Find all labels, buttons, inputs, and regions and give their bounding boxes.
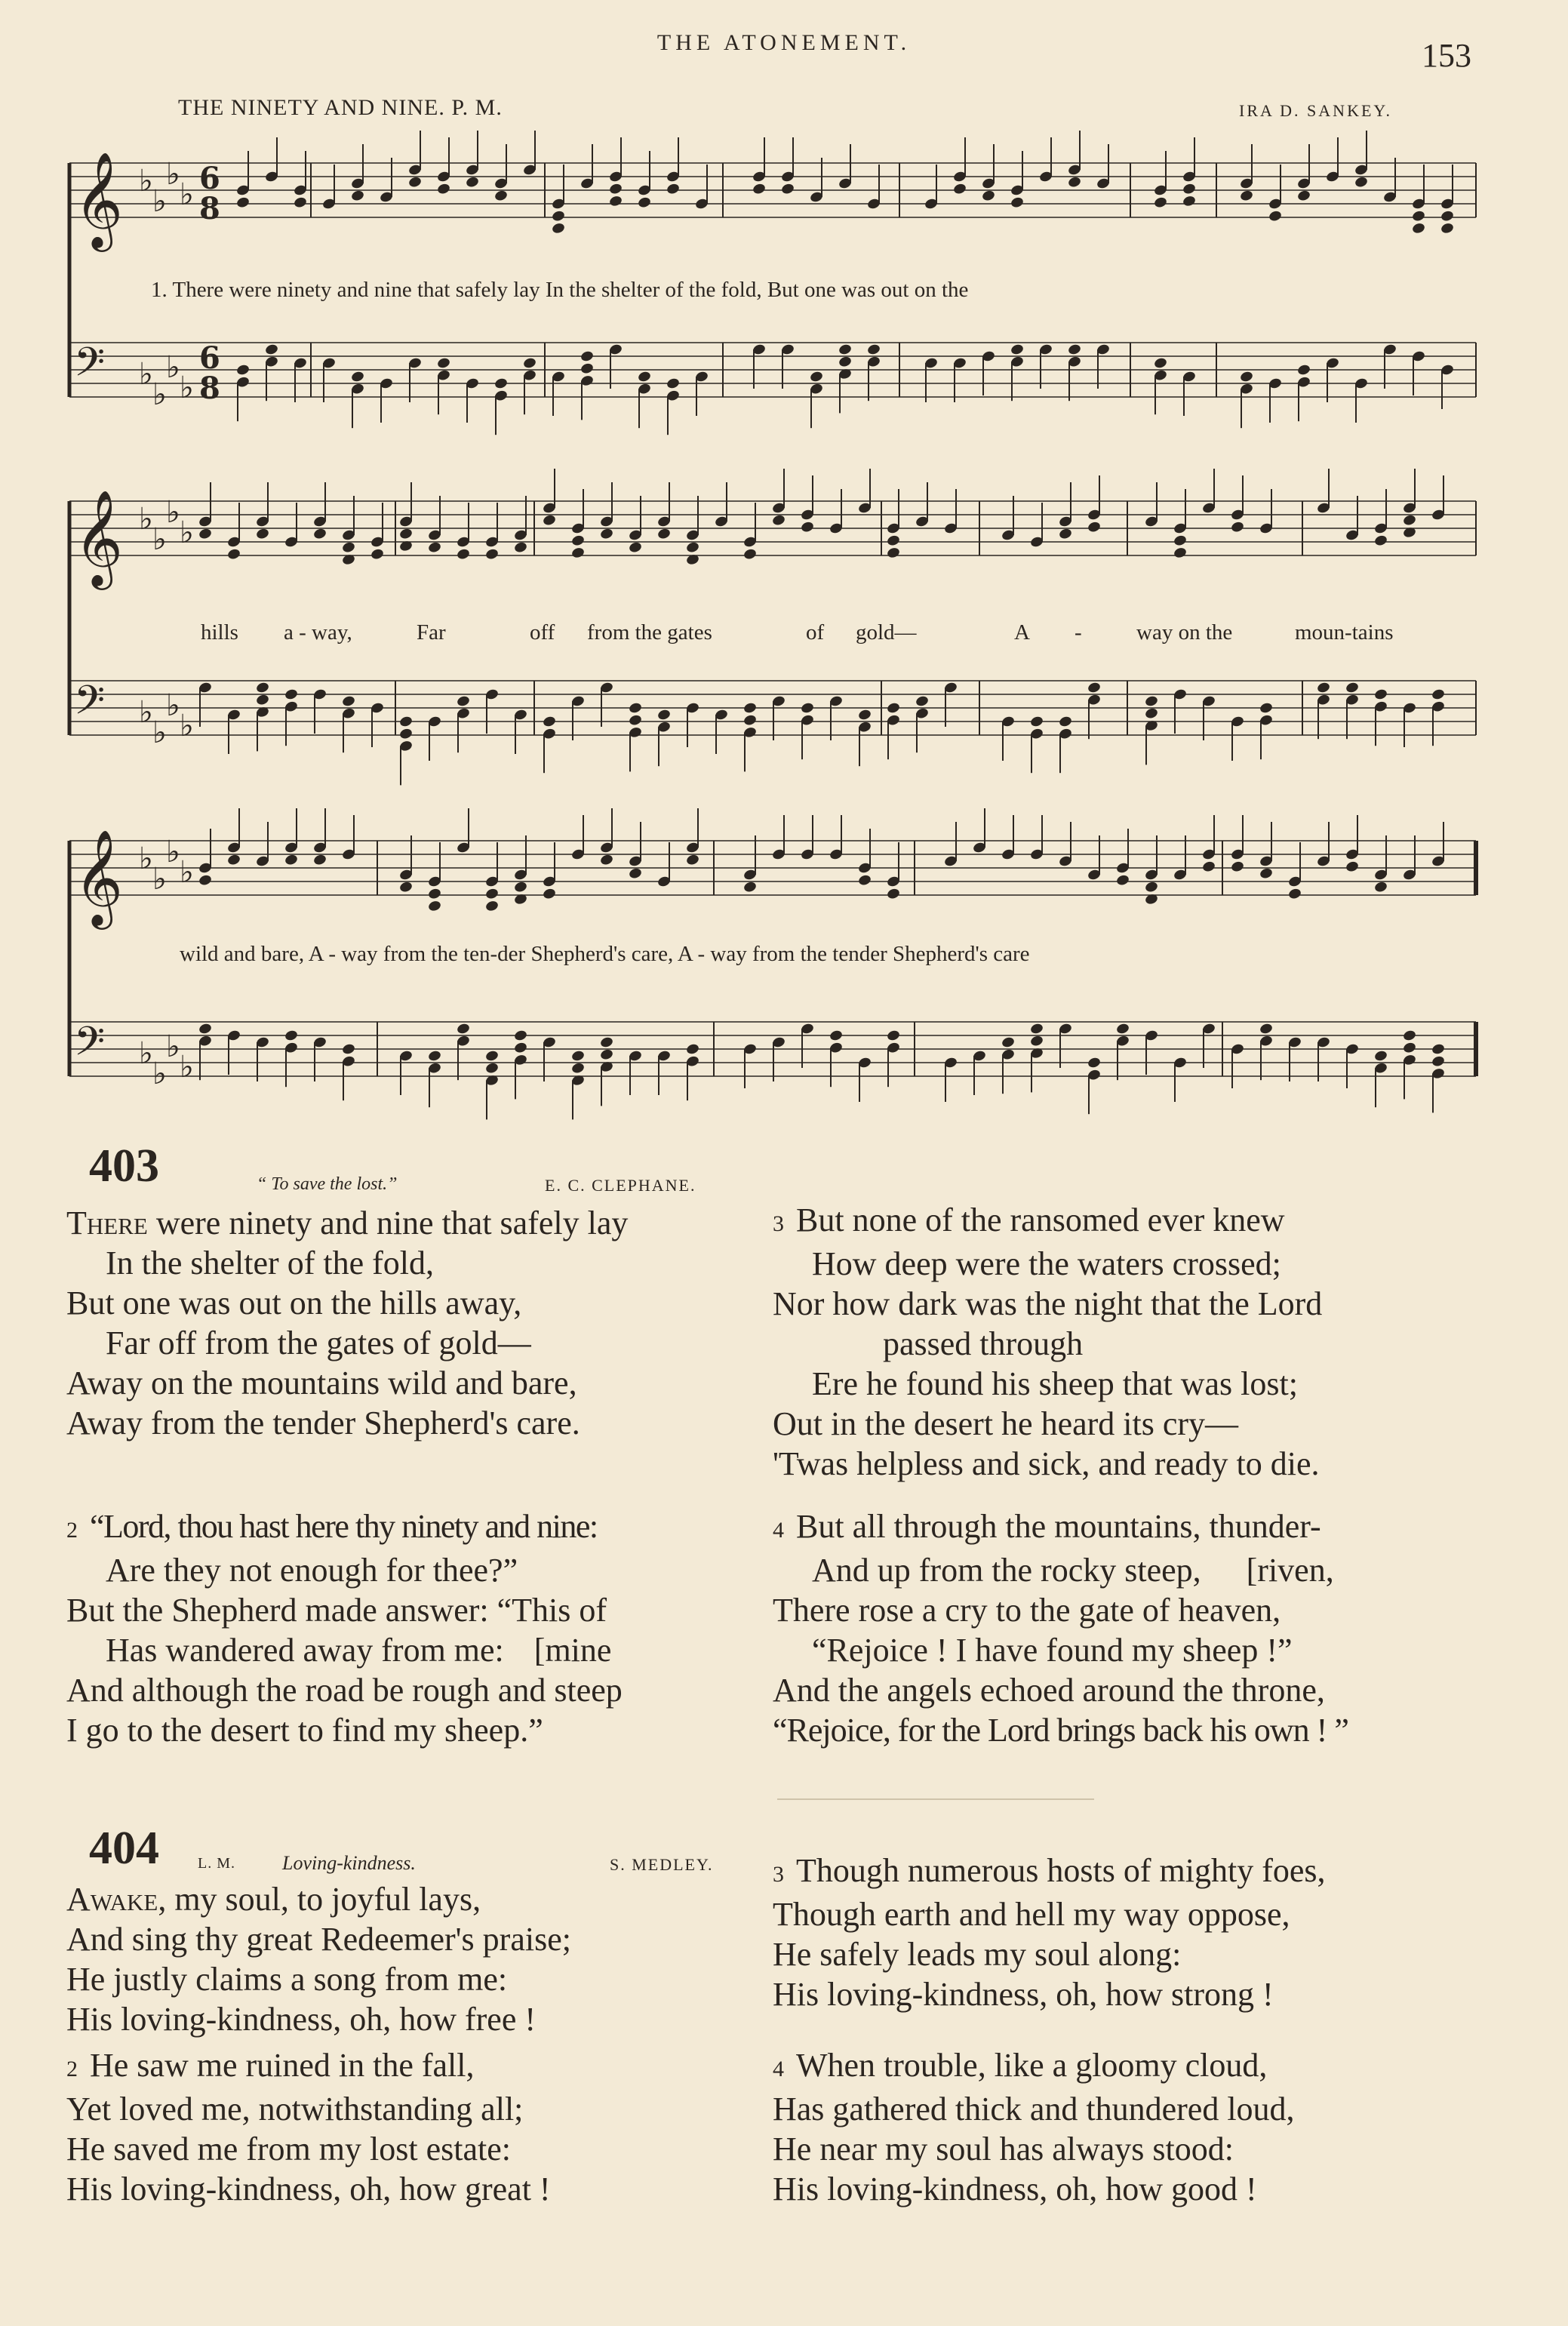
note-head	[857, 874, 872, 887]
bass-clef: 𝄢	[74, 340, 106, 395]
note-head	[1153, 357, 1167, 370]
note-head	[1058, 528, 1072, 540]
note-head	[915, 695, 929, 708]
note-head	[628, 714, 642, 727]
lyrics-row-1: 1. There were ninety and nine that safely lay In the shelter of the fold, But one was out on the	[151, 278, 969, 302]
note-head	[570, 1062, 585, 1075]
note-head	[1067, 343, 1081, 356]
treble-clef: 𝄞	[74, 829, 124, 925]
note-head	[542, 888, 556, 900]
note-head	[427, 1050, 441, 1063]
verse-line: Far off from the gates of gold—	[106, 1325, 531, 1361]
treble-clef: 𝄞	[74, 151, 124, 248]
verse-line: passed through	[883, 1325, 1084, 1362]
hymn-number-404: 404	[89, 1823, 159, 1874]
note-head	[198, 1023, 212, 1035]
verse-line: He saved me from my lost estate:	[66, 2131, 511, 2168]
note-head	[341, 541, 355, 554]
note-head	[570, 534, 585, 547]
flat-sign: ♭	[152, 862, 167, 897]
stanza-number: 3	[773, 1862, 784, 1887]
tune-composer: IRA D. SANKEY.	[1239, 101, 1392, 120]
note-head	[427, 888, 441, 900]
time-signature: 8	[199, 191, 220, 226]
verse-line: 4 But all through the mountains, thunder-	[773, 1508, 1321, 1545]
note-head	[284, 1029, 298, 1042]
hymn-404-tune-name: Loving-kindness.	[282, 1852, 416, 1874]
lyric-syllable: moun-tains	[1295, 620, 1394, 645]
note-head	[456, 1023, 470, 1035]
note-head	[829, 1029, 843, 1042]
hymn-number-403: 403	[89, 1140, 159, 1192]
lyric-syllable: gold—	[856, 620, 917, 645]
note-head	[226, 548, 241, 561]
lyric-syllable: from the gates	[587, 620, 712, 645]
stanza-number: 3	[773, 1211, 784, 1236]
flat-sign: ♭	[180, 371, 194, 405]
note-head	[838, 355, 852, 368]
note-head	[312, 854, 327, 866]
note-head	[1316, 681, 1330, 694]
note-head	[1239, 371, 1253, 383]
note-head	[1029, 715, 1044, 728]
running-title: THE ATONEMENT.	[656, 30, 912, 55]
flat-sign: ♭	[152, 522, 167, 557]
flat-sign: ♭	[152, 715, 167, 750]
note-head	[656, 709, 671, 721]
verse-line: Nor how dark was the night that the Lord	[773, 1285, 1323, 1322]
verse-line: And although the road be rough and steep	[66, 1672, 623, 1709]
note-head	[427, 900, 441, 912]
note-head	[522, 357, 537, 370]
note-head	[456, 548, 470, 561]
note-head	[1182, 183, 1196, 195]
note-head	[398, 881, 413, 894]
note-head	[1296, 189, 1311, 202]
note-head	[857, 709, 872, 721]
verse-line: “Rejoice ! I have found my sheep !”	[812, 1632, 1293, 1669]
verse-line: And sing thy great Redeemer's praise;	[66, 1921, 571, 1958]
note-head	[1440, 222, 1454, 235]
bass-clef: 𝄢	[74, 1019, 106, 1075]
flat-sign: ♭	[139, 357, 153, 392]
hymn-404-stanza-1	[66, 1879, 571, 2039]
note-head	[513, 1029, 527, 1042]
treble-clef: 𝄞	[74, 489, 124, 586]
note-head	[1345, 860, 1359, 873]
verse-line: 'Twas helpless and sick, and ready to die.	[773, 1445, 1320, 1482]
page-number: 153	[1422, 37, 1471, 74]
verse-line: 2 He saw me ruined in the fall,	[66, 2047, 475, 2084]
note-head	[685, 854, 699, 866]
stanza-number: 2	[66, 2057, 78, 2081]
lyrics-row-3: wild and bare, A - way from the ten-der Shepherd's care, A - way from the tender Shepherd's care	[180, 942, 1030, 966]
note-head	[1153, 196, 1167, 209]
note-head	[1354, 176, 1368, 189]
note-head	[742, 714, 757, 727]
note-head	[513, 1041, 527, 1054]
flat-sign: ♭	[180, 177, 194, 212]
note-head	[1373, 881, 1388, 894]
verse-line: His loving-kindness, oh, how strong !	[773, 1976, 1274, 2013]
note-head	[1029, 1023, 1044, 1035]
note-head	[1402, 1041, 1416, 1054]
hymn-403-author: E. C. CLEPHANE.	[545, 1176, 696, 1195]
note-head	[465, 176, 479, 189]
verse-line: And up from the rocky steep, [riven,	[812, 1552, 1334, 1589]
verse-line: His loving-kindness, oh, how good !	[773, 2171, 1257, 2208]
flat-sign: ♭	[180, 709, 194, 743]
note-head	[235, 196, 250, 209]
note-head	[484, 900, 499, 912]
note-head	[1440, 210, 1454, 223]
note-head	[513, 541, 527, 554]
note-head	[1431, 1055, 1445, 1068]
verse-line: Out in the desert he heard its cry—	[773, 1405, 1239, 1442]
note-head	[493, 377, 508, 390]
note-head	[742, 881, 757, 894]
note-head	[1173, 534, 1187, 547]
stanza-number: 2	[66, 1518, 78, 1543]
note-head	[666, 377, 680, 390]
time-signature: 6	[199, 340, 220, 376]
hymn-404-author: S. MEDLEY.	[610, 1855, 714, 1874]
note-head	[599, 1048, 613, 1061]
hymn-403-stanza-3	[773, 1200, 1322, 1484]
note-head	[542, 514, 556, 527]
verse-line: His loving-kindness, oh, how free !	[66, 2001, 537, 2038]
verse-line: He near my soul has always stood:	[773, 2131, 1234, 2168]
note-head	[608, 195, 623, 208]
note-head	[1087, 521, 1101, 534]
note-head	[1411, 210, 1425, 223]
note-head	[456, 695, 470, 708]
note-head	[255, 528, 269, 540]
note-head	[1115, 1023, 1130, 1035]
note-head	[407, 176, 422, 189]
note-head	[1373, 534, 1388, 547]
note-head	[551, 210, 565, 223]
note-head	[1345, 681, 1359, 694]
verse-line: Yet loved me, notwithstanding all;	[66, 2091, 524, 2128]
note-head	[886, 702, 900, 715]
flat-sign: ♭	[139, 164, 153, 198]
note-head	[513, 881, 527, 894]
note-head	[1087, 681, 1101, 694]
stanza-number: 4	[773, 2057, 784, 2081]
verse-line: 3 But none of the ransomed ever knew	[773, 1201, 1285, 1238]
note-head	[637, 196, 651, 209]
note-head	[800, 702, 814, 715]
note-head	[570, 1050, 585, 1063]
verse-line: How deep were the waters crossed;	[812, 1245, 1281, 1282]
note-head	[1431, 1043, 1445, 1056]
note-head	[656, 528, 671, 540]
note-head	[1173, 546, 1187, 559]
lyric-syllable: -	[1075, 620, 1082, 645]
verse-line: Away on the mountains wild and bare,	[66, 1365, 577, 1401]
section-divider	[777, 1798, 1094, 1800]
note-head	[1029, 1035, 1044, 1048]
tune-title: THE NINETY AND NINE. P. M.	[178, 95, 503, 120]
verse-line: But one was out on the hills away,	[66, 1285, 522, 1321]
note-head	[1201, 860, 1216, 873]
note-head	[809, 371, 823, 383]
note-head	[484, 888, 499, 900]
flat-sign: ♭	[139, 1036, 153, 1071]
note-head	[1373, 1050, 1388, 1063]
note-head	[1259, 867, 1273, 880]
note-head	[1259, 702, 1273, 715]
hymn-404-stanza-3	[773, 1851, 1326, 2014]
verse-line: Though earth and hell my way oppose,	[773, 1896, 1290, 1933]
note-head	[436, 357, 450, 370]
note-head	[628, 541, 642, 554]
note-head	[981, 189, 995, 202]
note-head	[198, 528, 212, 540]
verse-line: And the angels echoed around the throne,	[773, 1672, 1325, 1709]
flat-sign: ♭	[139, 841, 153, 876]
verse-line: Has gathered thick and thundered loud,	[773, 2091, 1295, 2128]
hymn-404-meter: L. M.	[198, 1855, 235, 1872]
note-head	[398, 715, 413, 728]
lyric-syllable: hills	[201, 620, 238, 645]
note-head	[637, 371, 651, 383]
note-head	[1239, 189, 1253, 202]
note-head	[484, 548, 499, 561]
note-head	[608, 183, 623, 195]
note-head	[284, 854, 298, 866]
note-head	[742, 548, 757, 561]
verse-line: Ere he found his sheep that was lost;	[812, 1365, 1298, 1402]
verse-line: He safely leads my soul along:	[773, 1936, 1182, 1973]
flat-sign: ♭	[166, 688, 180, 723]
note-head	[1268, 210, 1282, 223]
note-head	[427, 541, 441, 554]
note-head	[542, 715, 556, 728]
verse-line: Away from the tender Shepherd's care.	[66, 1405, 580, 1441]
note-head	[1402, 514, 1416, 527]
note-head	[666, 183, 680, 195]
note-head	[580, 350, 594, 363]
note-head	[685, 541, 699, 554]
note-head	[1296, 364, 1311, 377]
note-head	[370, 548, 384, 561]
note-head	[1144, 695, 1158, 708]
note-head	[1001, 1036, 1015, 1049]
note-head	[1058, 715, 1072, 728]
lyric-syllable: of	[806, 620, 825, 645]
note-head	[436, 183, 450, 195]
flat-sign: ♭	[166, 835, 180, 869]
note-head	[398, 528, 413, 540]
hymn-403-stanza-1	[66, 1203, 628, 1443]
note-head	[1087, 1057, 1101, 1069]
note-head	[628, 702, 642, 715]
note-head	[580, 362, 594, 375]
flat-sign: ♭	[139, 502, 153, 537]
note-head	[255, 681, 269, 694]
verse-line: “Rejoice, for the Lord brings back his own ! ”	[773, 1712, 1348, 1749]
note-head	[599, 528, 613, 540]
note-head	[341, 695, 355, 708]
note-head	[551, 222, 565, 235]
note-head	[1115, 874, 1130, 887]
verse-line: He justly claims a song from me:	[66, 1961, 508, 1998]
verse-line: Has wandered away from me: [mine	[106, 1632, 612, 1669]
note-head	[1230, 860, 1244, 873]
hymn-403-subtitle: “ To save the lost.”	[257, 1174, 398, 1194]
note-head	[1259, 1023, 1273, 1035]
first-word: Awake	[66, 1881, 158, 1918]
note-head	[484, 1050, 499, 1063]
verse-line: 4 When trouble, like a gloomy cloud,	[773, 2047, 1268, 2084]
note-head	[1010, 196, 1024, 209]
verse-line: In the shelter of the fold,	[106, 1245, 434, 1281]
note-head	[952, 183, 967, 195]
flat-sign: ♭	[152, 1057, 167, 1091]
note-head	[350, 371, 364, 383]
note-head	[599, 1036, 613, 1049]
flat-sign: ♭	[180, 855, 194, 890]
note-head	[886, 1029, 900, 1042]
note-head	[838, 343, 852, 356]
note-head	[771, 514, 786, 527]
note-head	[350, 189, 364, 202]
verse-line: But the Shepherd made answer: “This of	[66, 1592, 607, 1629]
note-head	[484, 1062, 499, 1075]
note-head	[800, 521, 814, 534]
flat-sign: ♭	[180, 1050, 194, 1085]
note-head	[1067, 176, 1081, 189]
note-head	[1182, 195, 1196, 208]
verse-line: Awake, my soul, to joyful lays,	[66, 1881, 481, 1918]
verse-line: 3 Though numerous hosts of mighty foes,	[773, 1852, 1326, 1889]
note-head	[312, 528, 327, 540]
verse-line: His loving-kindness, oh, how great !	[66, 2171, 551, 2208]
note-head	[293, 196, 307, 209]
note-head	[284, 688, 298, 701]
note-head	[341, 1043, 355, 1056]
note-head	[886, 546, 900, 559]
note-head	[198, 874, 212, 887]
hymn-404-stanza-4	[773, 2045, 1295, 2209]
note-head	[1144, 881, 1158, 894]
lyric-syllable: off	[530, 620, 555, 645]
lyric-syllable: way on the	[1136, 620, 1233, 645]
lyric-syllable: a - way,	[284, 620, 352, 645]
flat-sign: ♭	[166, 1029, 180, 1064]
flat-sign: ♭	[180, 515, 194, 550]
flat-sign: ♭	[139, 695, 153, 730]
note-head	[235, 364, 250, 377]
note-head	[226, 854, 241, 866]
hymn-403-stanza-4	[773, 1506, 1348, 1750]
note-head	[1144, 707, 1158, 720]
note-head	[264, 343, 278, 356]
lyric-syllable: Far	[417, 620, 446, 645]
lyric-syllable: A	[1014, 620, 1030, 645]
note-head	[1431, 688, 1445, 701]
note-head	[1010, 343, 1024, 356]
note-head	[398, 728, 413, 740]
bass-clef: 𝄢	[74, 678, 106, 734]
note-head	[1230, 521, 1244, 534]
flat-sign: ♭	[152, 184, 167, 219]
note-head	[780, 183, 795, 195]
note-head	[493, 189, 508, 202]
note-head	[255, 694, 269, 706]
hymn-404-stanza-2	[66, 2045, 551, 2209]
flat-sign: ♭	[166, 350, 180, 385]
note-head	[1402, 1029, 1416, 1042]
note-head	[886, 888, 900, 900]
note-head	[628, 867, 642, 880]
flat-sign: ♭	[166, 495, 180, 530]
verse-line: 2 “Lord, thou hast here thy ninety and nine:	[66, 1508, 598, 1545]
note-head	[752, 183, 766, 195]
note-head	[1287, 888, 1302, 900]
time-signature: 6	[199, 161, 220, 196]
note-head	[866, 343, 881, 356]
flat-sign: ♭	[166, 157, 180, 192]
verse-line: There were ninety and nine that safely lay	[66, 1205, 629, 1241]
flat-sign: ♭	[152, 377, 167, 412]
time-signature: 8	[199, 371, 220, 406]
first-word: There	[66, 1205, 148, 1241]
note-head	[1373, 688, 1388, 701]
note-head	[570, 546, 585, 559]
verse-line: Are they not enough for thee?”	[106, 1552, 518, 1589]
note-head	[742, 702, 757, 715]
hymn-403-stanza-2	[66, 1506, 623, 1750]
note-head	[599, 854, 613, 866]
verse-line: I go to the desert to find my sheep.”	[66, 1712, 543, 1749]
verse-line: There rose a cry to the gate of heaven,	[773, 1592, 1281, 1629]
note-head	[685, 1043, 699, 1056]
stanza-number: 4	[773, 1518, 784, 1543]
note-head	[886, 534, 900, 547]
note-head	[1411, 222, 1425, 235]
